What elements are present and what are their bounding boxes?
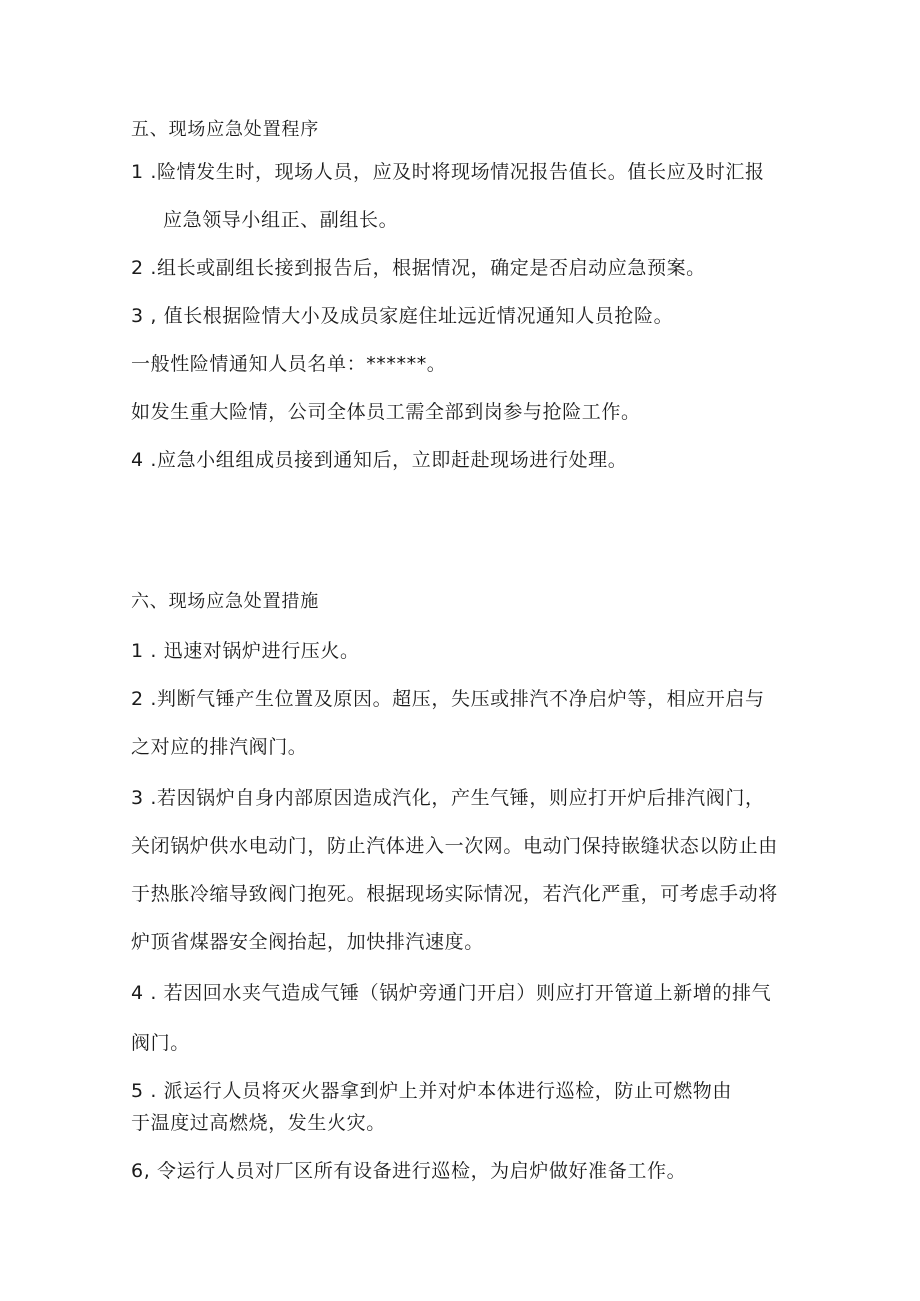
section-6-title: 六、现场应急处置措施 — [131, 591, 319, 612]
section-5-line: 3 , 值长根据险情大小及成员家庭住址远近情况通知人员抢险。 — [131, 305, 674, 327]
section-5-line: 如发生重大险情，公司全体员工需全部到岗参与抢险工作。 — [131, 401, 641, 423]
section-6-line: 2 .判断气锤产生位置及原因。超压，失压或排汽不净启炉等，相应开启与 — [131, 688, 765, 710]
section-6-line: 6, 令运行人员对厂区所有设备进行巡检，为启炉做好准备工作。 — [131, 1160, 687, 1182]
section-6-line: 之对应的排汽阀门。 — [131, 736, 308, 758]
section-5-title: 五、现场应急处置程序 — [131, 119, 319, 140]
section-6-line: 4 . 若因回水夹气造成气锤（锅炉旁通门开启）则应打开管道上新增的排气 — [131, 982, 772, 1004]
section-6-line: 于热胀冷缩导致阀门抱死。根据现场实际情况，若汽化严重，可考虑手动将 — [131, 883, 778, 905]
section-6-line: 阀门。 — [131, 1032, 190, 1054]
section-6-line: 于温度过高燃烧，发生火灾。 — [131, 1112, 386, 1134]
section-6-line: 3 .若因锅炉自身内部原因造成汽化，产生气锤，则应打开炉后排汽阀门， — [131, 787, 765, 809]
section-5-line: 2 .组长或副组长接到报告后，根据情况，确定是否启动应急预案。 — [131, 257, 706, 279]
section-6-line: 5 . 派运行人员将灭火器拿到炉上并对炉本体进行巡检，防止可燃物由 — [131, 1080, 733, 1102]
section-6-line: 1 . 迅速对锅炉进行压火。 — [131, 640, 360, 662]
section-5-line: 应急领导小组正、副组长。 — [163, 209, 399, 231]
section-6-line: 关闭锅炉供水电动门，防止汽体进入一次网。电动门保持嵌缝状态以防止由 — [131, 835, 778, 857]
section-6-line: 炉顶省煤器安全阀抬起，加快排汽速度。 — [131, 931, 484, 953]
section-5-line: 一般性险情通知人员名单：******。 — [131, 353, 447, 375]
section-5-line: 4 .应急小组组成员接到通知后，立即赶赴现场进行处理。 — [131, 449, 628, 471]
section-5-line: 1 .险情发生时，现场人员，应及时将现场情况报告值长。值长应及时汇报 — [131, 161, 765, 183]
